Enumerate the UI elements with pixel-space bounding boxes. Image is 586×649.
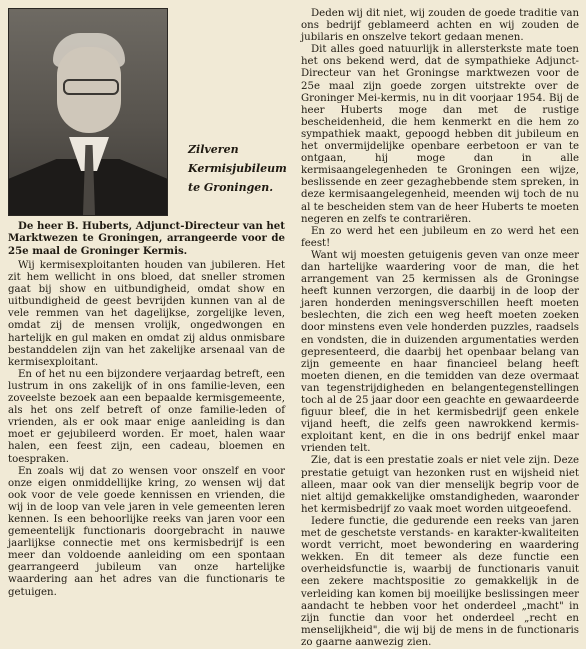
- headline-line: Kermisjubileum: [188, 162, 287, 175]
- article-headline: [188, 140, 287, 197]
- paragraph: Wij kermisexploitanten houden van jubileren. Het zit hem wellicht in ons bloed, dat sneller stromen gaat bij show en uitbundigheid, omdat show en uitbundigheid de geest bevrijden kunnen van al de vele remmen van het dagelijkse, zorgelijke leven, omdat zij de mensen vrolijk, ongedwongen en hartelijk en gul maken en omdat zij aldus onmisbare bestanddelen zijn van het zakelijke arsenaal van de kermisexploitant.: [8, 260, 285, 368]
- paragraph: Iedere functie, die gedurende een reeks van jaren met de geschetste verstands- en karakter-kwaliteiten wordt verricht, moet bewondering en waardering wekken. En dit temeer als deze functie een overheidsfunctie is, waarbij de functionaris vanuit een zekere machtspositie zo gemakkelijk in de verleiding kan komen bij moeilijke beslissingen meer aandacht te hebben voor het onderdeel „macht" in zijn functie dan voor het onderdeel „recht en menselijkheid", die wij bij de mens in de functionaris zo gaarne aanwezig zien.: [301, 515, 579, 648]
- photo-caption-text: De heer B. Huberts, Adjunct-Directeur van het Marktwezen te Groningen, arrangeerde voor de 25e maal de Groninger Kermis.: [8, 220, 285, 257]
- photo-caption: [8, 220, 285, 257]
- right-column: [301, 8, 579, 649]
- headline-line: te Groningen.: [188, 181, 274, 194]
- portrait-photo: [8, 8, 168, 216]
- paragraph: Want wij moesten getuigenis geven van onze meer dan hartelijke waardering voor de man, die het arrangement van 25 kermissen als de Groningse heeft kunnen verzorgen, die daarbij in de loop der jaren honderden meningsverschillen heeft moeten beslechten, die zich een weg heeft moeten zoeken door minstens even vele honderden puzzles, raadsels en vondsten, die in duizenden argumentaties werden gepresenteerd, die daarbij het openbaar belang van zijn gemeente en haar financieel belang heeft moeten dienen, en die temidden van deze overmaat van tegenstrijdigheden en belangentegenstellingen toch al de 25 jaar door een geachte en gewaardeerde figuur bleef, die in het kermisbedrijf geen enkele vijand heeft, die zelfs geen nawrokkend kermis-exploitant kent, en die in ons bedrijf enkel maar vrienden telt.: [301, 249, 579, 455]
- paragraph: En of het nu een bijzondere verjaardag betreft, een lustrum in ons zakelijk of in ons familie-leven, een zoveelste bezoek aan een bepaalde kermisgemeente, als het ons zelf betreft of onze familie-leden of vrienden, als er ook maar enige aanleiding is dan moet er gejubileerd worden. Er moet, halen waar halen, een feest zijn, een cadeau, bloemen en toespraken.: [8, 368, 285, 465]
- paragraph: En zoals wij dat zo wensen voor onszelf en voor onze eigen onmiddellijke kring, zo wensen wij dat ook voor de vele goede kennissen en vrienden, die wij in de loop van vele jaren in vele gemeenten leren kennen. Is een behoorlijke reeks van jaren voor een gemeentelijk functionaris doorgebracht in nauwe jaarlijkse connectie met ons kermisbedrijf is een meer dan voldoende aanleiding om een spontaan gearrangeerd jubileum van onze hartelijke waardering aan het adres van die functionaris te getuigen.: [8, 465, 285, 598]
- paragraph: En zo werd het een jubileum en zo werd het een feest!: [301, 225, 579, 249]
- paragraph: Zie, dat is een prestatie zoals er niet vele zijn. Deze prestatie getuigt van hezonken rust en wijsheid niet alleen, maar ook van dier menselijk begrip voor de niet altijd gemakkelijke omstandigheden, waaronder het kermisbedrijf zo vaak moet worden uitgeoefend.: [301, 455, 579, 515]
- paragraph: Dit alles goed natuurlijk in allersterkste mate toen het ons bekend werd, dat de sympathieke Adjunct-Directeur van het Groningse marktwezen voor de 25e maal zijn goede zorgen uitstrekte over de Groninger Mei-kermis, nu in dit voorjaar 1954. Bij de heer Huberts moge dan met de rustige bescheidenheid, die hem kenmerkt en die hem zo sympathiek maakt, gepoogd hebben dit jubileum en het onvermijdelijke openbare eerbetoon er van te ontgaan, hij moge dan in alle kermisaangelegenheden te Groningen een wijze, beslissende en zeer gezaghebbende stem spreken, in deze kermisaangelegenheid, meenden wij toch de nu al te bescheiden stem van de heer Huberts te moeten negeren en zelfs te contrariëren.: [301, 44, 579, 225]
- left-column: [8, 260, 285, 599]
- headline-line: Zilveren: [188, 143, 239, 156]
- paragraph: Deden wij dit niet, wij zouden de goede traditie van ons bedrijf geblameerd achten en wij zouden de jubilaris en onszelve tekort gedaan menen.: [301, 8, 579, 44]
